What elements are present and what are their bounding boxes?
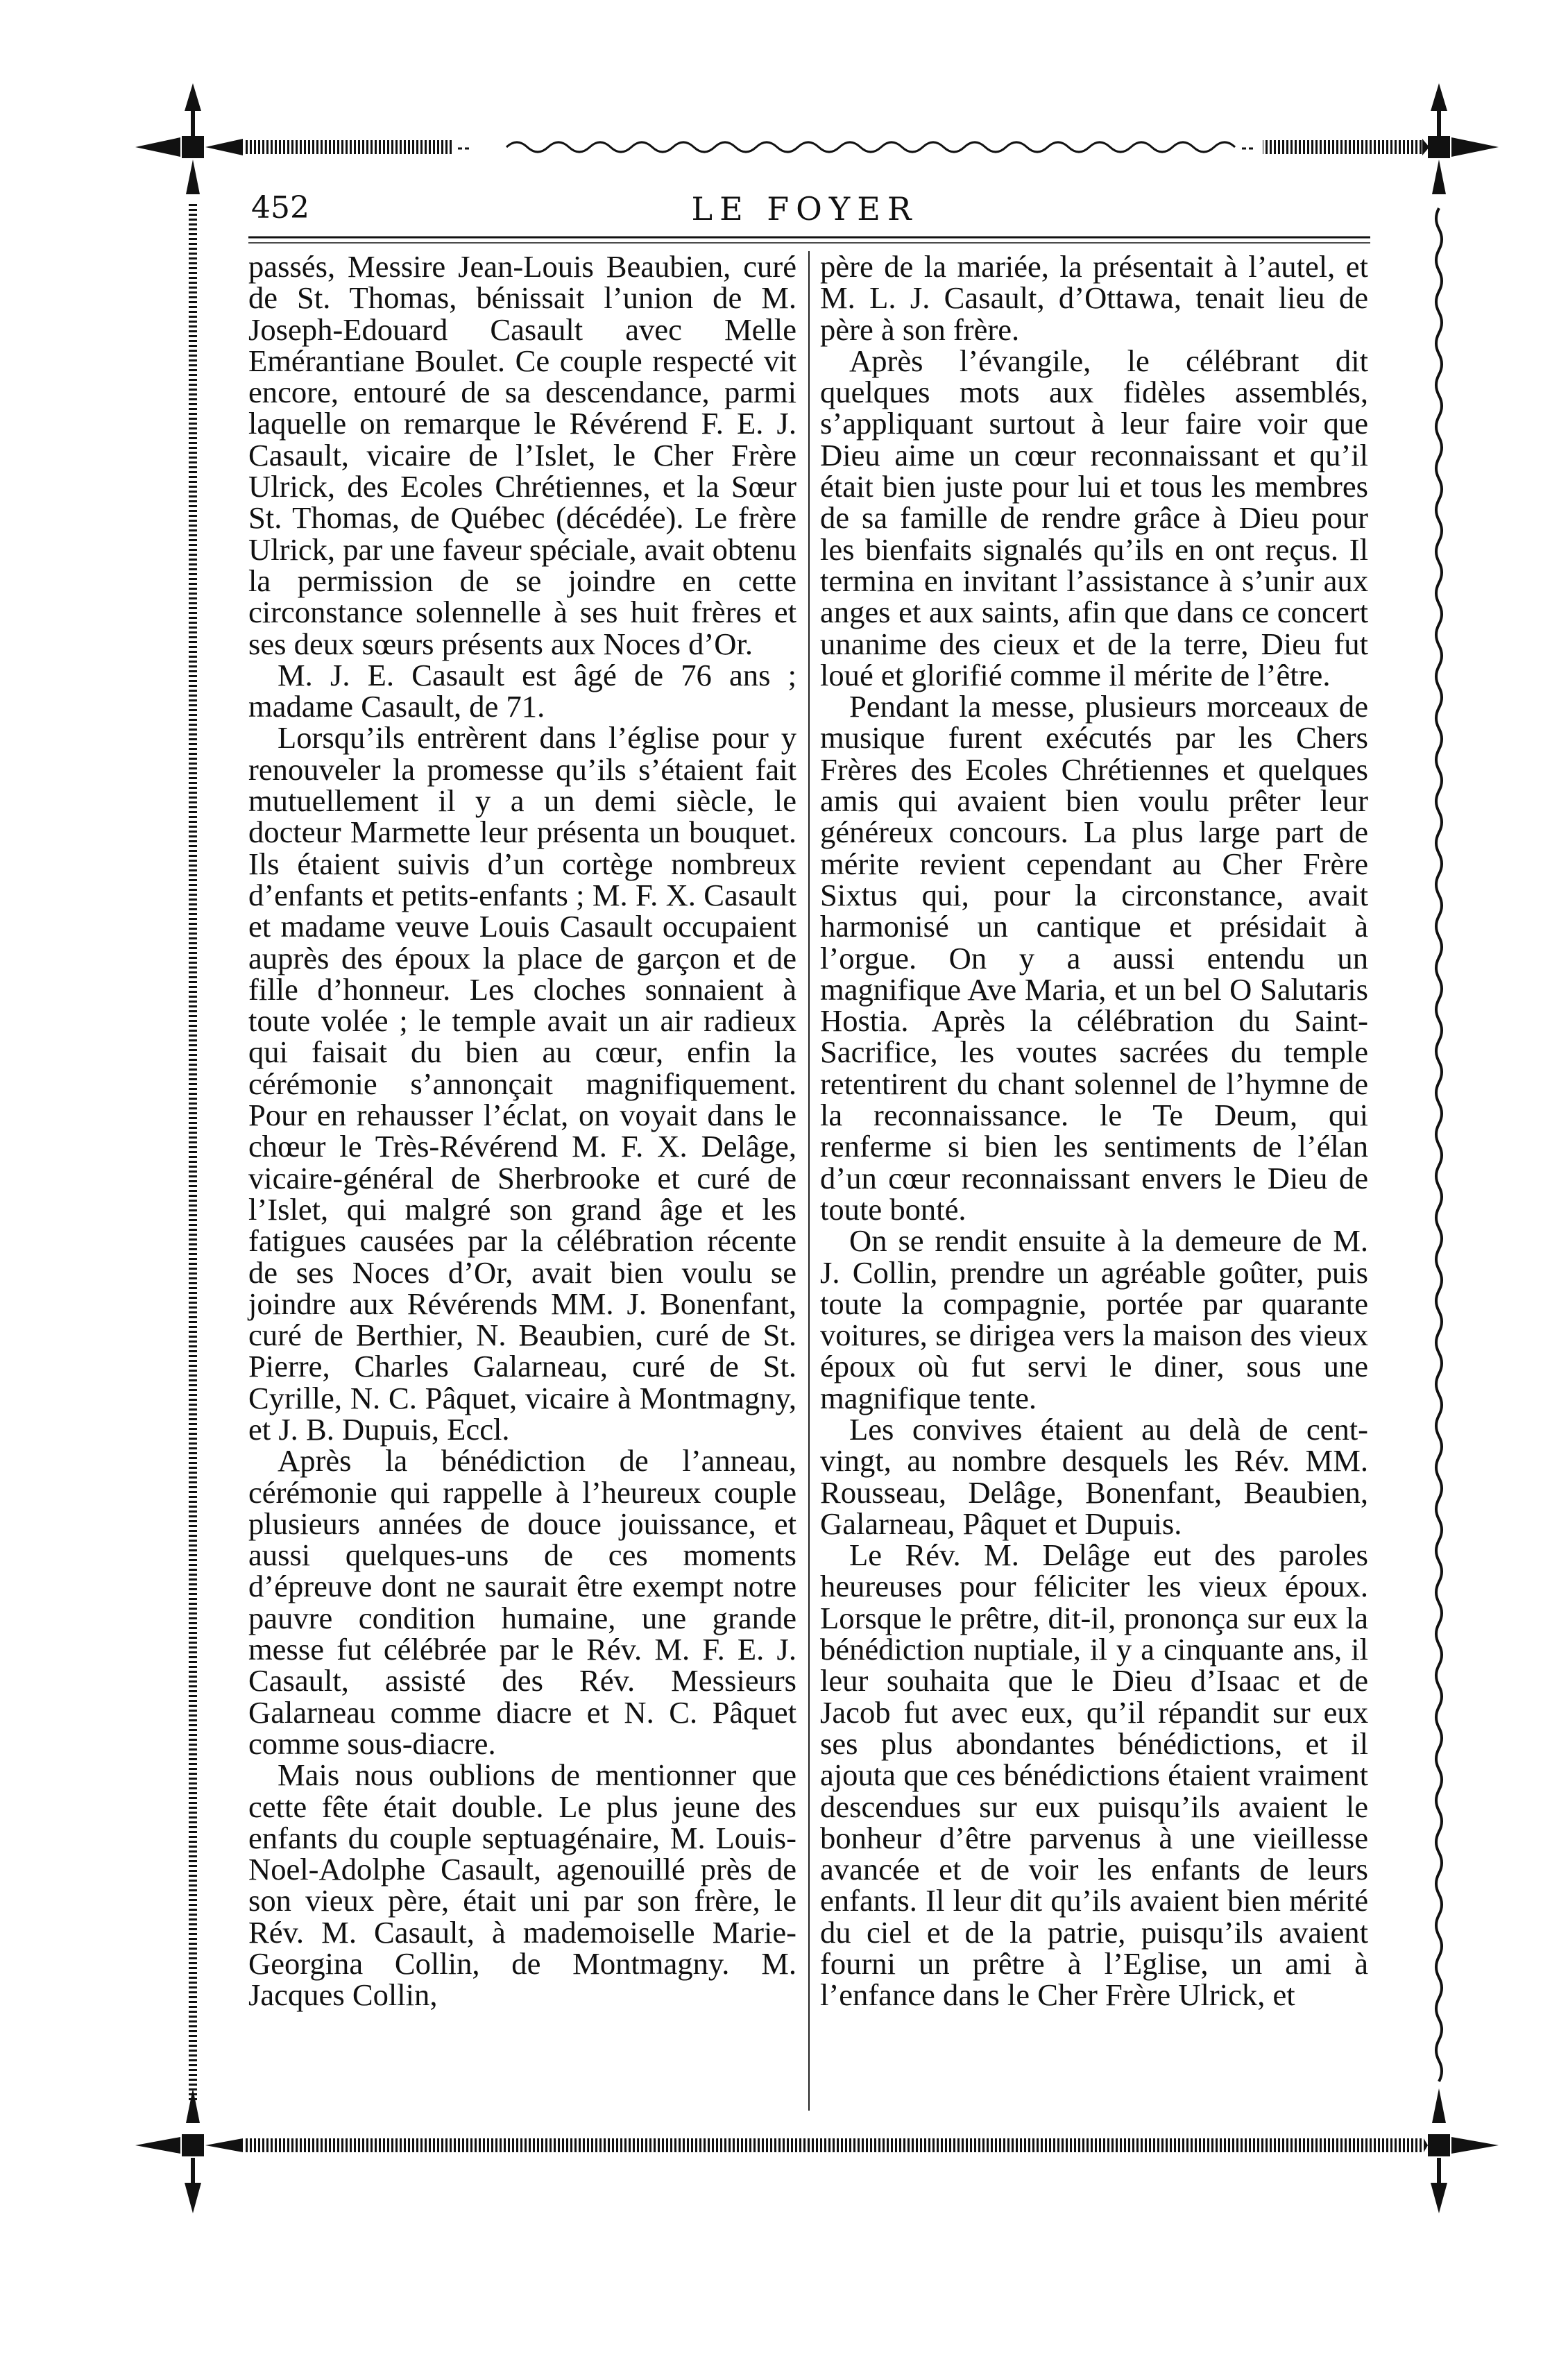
bottom-ornament [135, 2134, 1499, 2156]
left-column [248, 251, 796, 2111]
paragraph: Mais nous oublions de mentionner que cette fête était double. Le plus jeune des enfants du couple septuagénaire, M. Louis-Noel-Adolphe Casault, agenouillé près de son vieux père, était uni par son frère, le Rév. M. Casault, à mademoiselle Marie-Georgina Collin, de Montmagny. M. Jacques Collin, [248, 1757, 796, 2013]
column-divider [808, 251, 810, 2111]
paragraph: père de la mariée, la présentait à l’autel, et M. L. J. Casault, d’Ottawa, tenait lieu de père à son frère. [820, 249, 1368, 347]
paragraph: On se rendit ensuite à la demeure de M. J. Collin, prendre un agréable goûter, puis toute la compagnie, portée par quarante voitures, se dirigea vers la maison des vieux époux où fut servi le diner, sous une magnifique tente. [820, 1223, 1368, 1415]
paragraph: passés, Messire Jean-Louis Beaubien, curé de St. Thomas, bénissait l’union de M. Joseph-Edouard Casault avec Melle Emérantiane Boulet. Ce couple respecté vit encore, entouré de sa descendance, parmi laquelle on remarque le Révérend F. E. J. Casault, vicaire de l’Islet, le Cher Frère Ulrick, des Ecoles Chrétiennes, et la Sœur St. Thomas, de Québec (décédée). Le frère Ulrick, par une faveur spéciale, avait obtenu la permission de se joindre en cette circonstance solennelle à ses huit frères et ses deux sœurs présents aux Noces d’Or. [248, 249, 796, 661]
right-border [1436, 208, 1442, 2081]
left-border [189, 201, 197, 2102]
paragraph: Les convives étaient au delà de cent-vingt, au nombre desquels les Rév. MM. Rousseau, Delâge, Bonenfant, Beaubien, Galarneau, Pâquet et Dupuis. [820, 1411, 1368, 1541]
paragraph: Le Rév. M. Delâge eut des paroles heureuses pour féliciter les vieux époux. Lorsque le prêtre, dit-il, prononça sur eux la bénédiction nuptiale, il y a cinquante ans, il leur souhaita que le Dieu d’Isaac et de Jacob fut avec eux, qu’il répandit sur eux ses plus abondantes bénédictions, et il ajouta que ces bénédictions étaient vraiment descendues sur eux puisqu’ils avaient le bonheur d’être parvenus à une vieillesse avancée et de voir les enfants de leurs enfants. Il leur dit qu’ils avaient bien mérité du ciel et de la patrie, puisqu’ils avaient fourni un prêtre à l’Eglise, un ami à l’enfance dans le Cher Frère Ulrick, et [820, 1538, 1368, 2013]
right-column [820, 251, 1368, 2111]
paragraph: Après l’évangile, le célébrant dit quelques mots aux fidèles assemblés, s’appliquant surtout à leur faire voir que Dieu aime un cœur reconnaissant et qu’il était bien juste pour lui et tous les membres de sa famille de rendre grâce à Dieu pour les bienfaits signalés qu’ils en ont reçus. Il termina en invitant l’assistance à s’unir aux anges et aux saints, afin que dans ce concert unanime des cieux et de la terre, Dieu fut loué et glorifié comme il mérite de l’être. [820, 343, 1368, 692]
paragraph: Pendant la messe, plusieurs morceaux de musique furent exécutés par les Chers Frères des Ecoles Chrétiennes et quelques amis qui avaient bien voulu prêter leur généreux concours. La plus large part de mérite revient cependant au Cher Frère Sixtus qui, pour la circonstance, avait harmonisé un cantique et présidait à l’orgue. On y a aussi entendu un magnifique Ave Maria, et un bel O Salutaris Hostia. Après la célébration du Saint-Sacrifice, les voutes sacrées du temple retentirent du chant solennel de l’hymne de la reconnaissance. le Te Deum, qui renferme si bien les sentiments de l’élan d’un cœur reconnaissant envers le Dieu de toute bonté. [820, 689, 1368, 1227]
paragraph: M. J. E. Casault est âgé de 76 ans ; madame Casault, de 71. [248, 657, 796, 724]
paragraph: Après la bénédiction de l’anneau, cérémonie qui rappelle à l’heureux couple plusieurs années de douce jouissance, et aussi quelques-uns de ces moments d’épreuve dont ne saurait être exempt notre pauvre condition humaine, une grande messe fut célébrée par le Rév. M. F. E. J. Casault, assisté des Rév. Messieurs Galarneau comme diacre et N. C. Pâquet comme sous-diacre. [248, 1443, 796, 1761]
page-header [250, 189, 1360, 230]
page-number: 452 [251, 190, 309, 225]
paragraph: Lorsqu’ils entrèrent dans l’église pour y renouveler la promesse qu’ils s’étaient fait mutuellement il y a un demi siècle, le docteur Marmette leur présenta un bouquet. Ils étaient suivis d’un cortège nombreux d’enfants et petits-enfants ; M. F. X. Casault et madame veuve Louis Casault occupaient auprès des époux la place de garçon et de fille d’honneur. Les cloches sonnaient à toute volée ; le temple avait un air radieux qui faisait du bien au cœur, enfin la cérémonie s’annonçait magnifiquement. Pour en rehausser l’éclat, on voyait dans le chœur le Très-Révérend M. F. X. Delâge, vicaire-général de Sherbrooke et curé de l’Islet, qui malgré son grand âge et les fatigues causées par la célébration récente de ses Noces d’Or, avait bien voulu se joindre aux Révérends MM. J. Bonenfant, curé de Berthier, N. Beaubien, curé de St. Pierre, Charles Galarneau, curé de St. Cyrille, N. C. Pâquet, vicaire à Montmagny, et J. B. Dupuis, Eccl. [248, 720, 796, 1447]
running-title: LE FOYER [691, 190, 919, 228]
top-ornament [135, 136, 1499, 158]
